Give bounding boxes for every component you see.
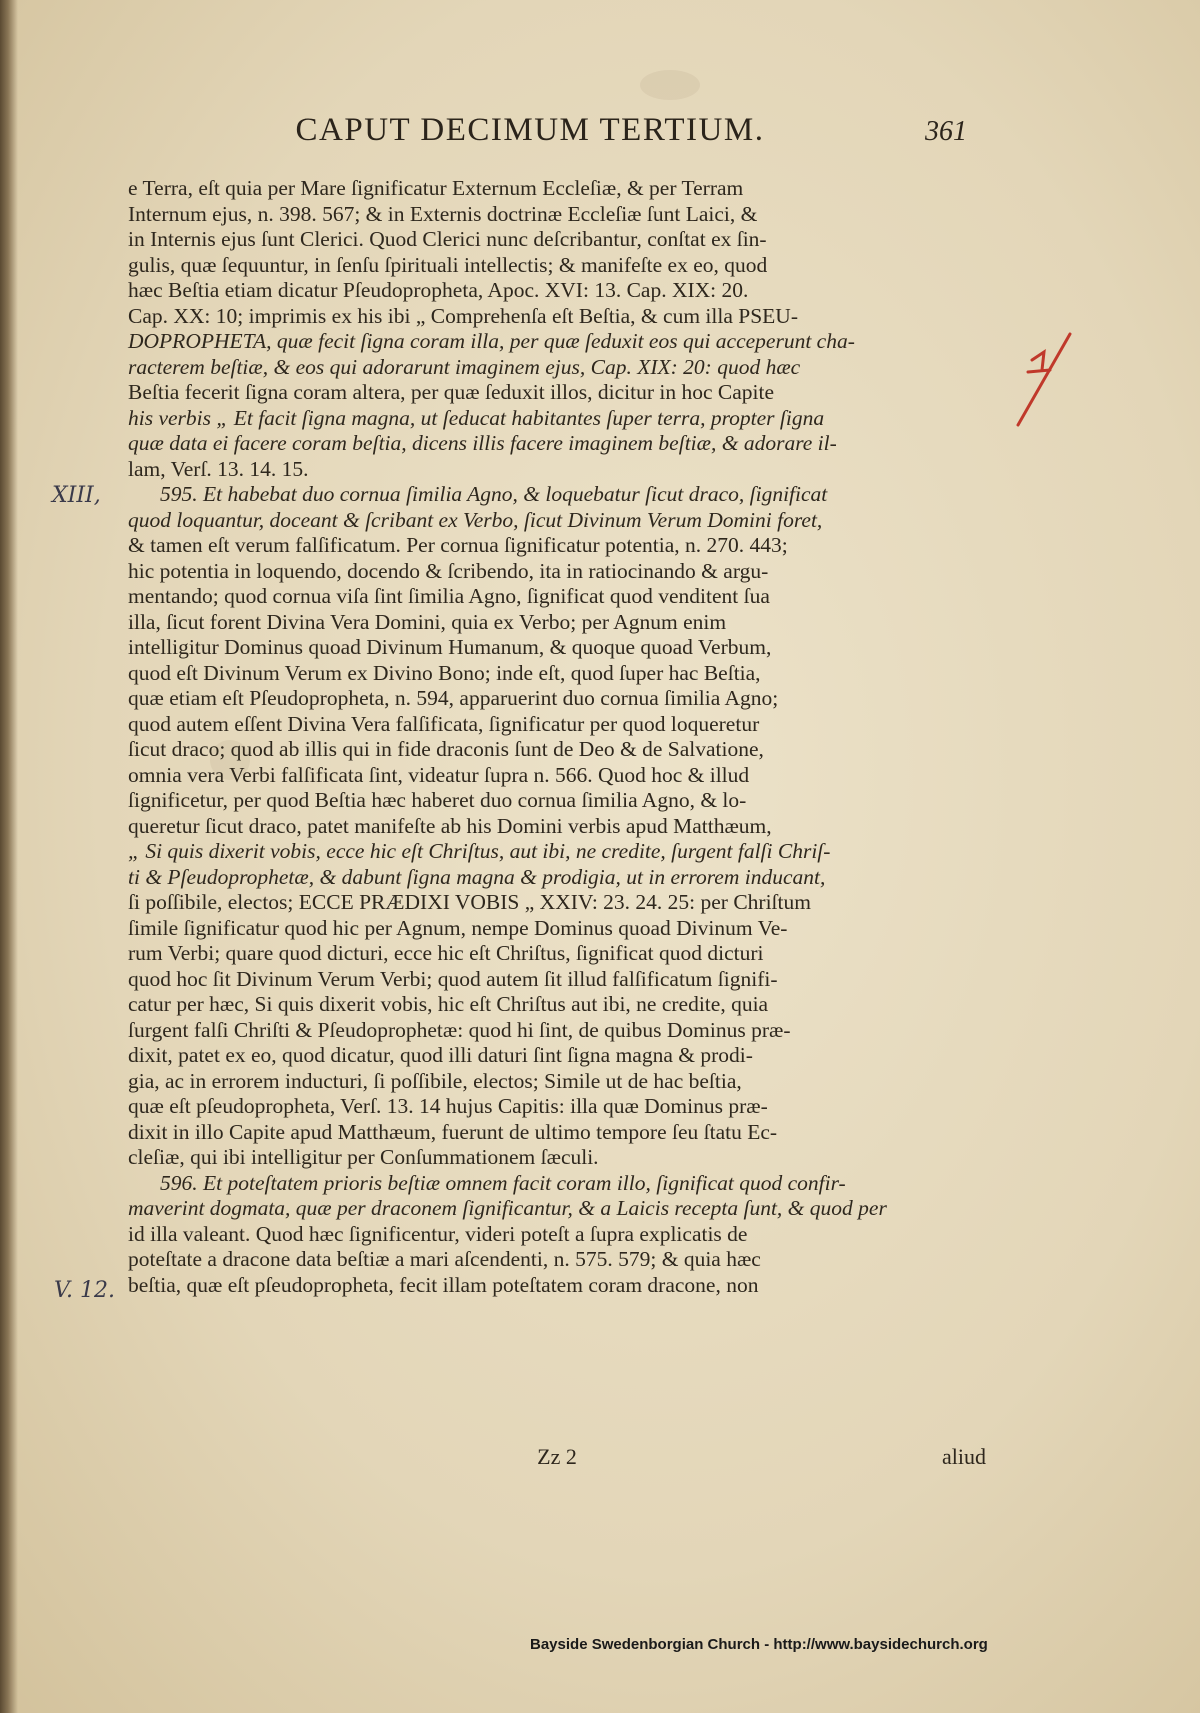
watermark-text: Bayside Swedenborgian Church - http://www.baysidechurch.org: [530, 1636, 988, 1653]
text-line: quæ eſt pſeudopropheta, Verſ. 13. 14 hujus Capitis: illa quæ Dominus præ-: [128, 1094, 768, 1118]
text-line: queretur ſicut draco, patet manifeſte ab his Domini verbis apud Matthæum,: [128, 813, 772, 838]
text-line: „ Si quis dixerit vobis, ecce hic eſt Chriſtus, aut ibi, ne credite, ſurgent falſi Chriſ-: [128, 839, 831, 863]
text-line: ſi poſſibile, electos; ECCE PRÆDIXI VOBIS „ XXIV: 23. 24. 25: per Chriſtum: [128, 890, 811, 914]
running-header: [0, 112, 1200, 162]
text-line: illa, ſicut forent Divina Vera Domini, quia ex Verbo; per Agnum enim: [128, 609, 727, 634]
text-line: mentando; quod cornua viſa ſint ſimilia Agno, ſignificat quod venditent ſua: [128, 584, 770, 608]
book-spine-shadow: [0, 0, 18, 1713]
margin-note-xiii: XIII,: [52, 483, 101, 508]
signature-mark: Zz 2: [537, 1444, 577, 1469]
page-stain: [640, 70, 700, 100]
text-line: quod eſt Divinum Verum ex Divino Bono; inde eſt, quod ſuper hac Beſtia,: [128, 660, 761, 685]
text-line: catur per hæc, Si quis dixerit vobis, hic eſt Chriſtus aut ibi, ne credite, quia: [128, 992, 769, 1016]
text-line: quod autem eſſent Divina Vera falſificata, ſignificatur per quod loqueretur: [128, 711, 760, 736]
margin-note-v12: V. 12.: [54, 1278, 116, 1303]
text-line: ſimile ſignificatur quod hic per Agnum, nempe Dominus quoad Divinum Ve-: [128, 915, 788, 940]
text-line: quæ data ei facere coram beſtia, dicens illis facere imaginem beſtiæ, & adorare il-: [128, 431, 837, 455]
text-line: in Internis ejus ſunt Clerici. Quod Clerici nunc deſcribantur, conſtat ex ſin-: [128, 227, 767, 251]
paragraph-595-start: 595. Et habebat duo cornua ſimilia Agno, & loquebatur ſicut draco, ſignificat: [160, 482, 828, 506]
text-line: Beſtia fecerit ſigna coram altera, per quæ ſeduxit illos, dicitur in hoc Capite: [128, 380, 774, 404]
text-line: quod hoc ſit Divinum Verum Verbi; quod autem ſit illud falſificatum ſignifi-: [128, 966, 778, 991]
text-line: ſicut draco; quod ab illis qui in fide draconis ſunt de Deo & de Salvatione,: [128, 737, 764, 761]
text-line: quod loquantur, doceant & ſcribant ex Verbo, ſicut Divinum Verum Domini foret,: [128, 507, 823, 532]
text-line: rum Verbi; quare quod dicturi, ecce hic eſt Chriſtus, ſignificat quod dicturi: [128, 941, 764, 965]
text-line: dixit in illo Capite apud Matthæum, fuerunt de ultimo tempore ſeu ſtatu Ec-: [128, 1119, 778, 1144]
text-line: cleſiæ, qui ibi intelligitur per Conſummationem ſæculi.: [128, 1145, 599, 1169]
text-line: intelligitur Dominus quoad Divinum Humanum, & quoque quoad Verbum,: [128, 635, 772, 659]
text-line: maverint dogmata, quæ per draconem ſignificantur, & a Laicis recepta ſunt, & quod per: [128, 1196, 887, 1220]
text-line: DOPROPHETA, quæ fecit ſigna coram illa, per quæ ſeduxit eos qui acceperunt cha-: [128, 329, 855, 353]
text-line: ſignificetur, per quod Beſtia hæc haberet duo cornua ſimilia Agno, & lo-: [128, 788, 747, 812]
text-line: poteſtate a dracone data beſtiæ a mari aſcendenti, n. 575. 579; & quia hæc: [128, 1247, 761, 1271]
body-text: [128, 176, 986, 1298]
text-line: his verbis „ Et facit ſigna magna, ut ſeducat habitantes ſuper terra, propter ſigna: [128, 405, 825, 430]
page-number: 361: [925, 116, 967, 147]
red-pencil-mark-icon: [1010, 330, 1080, 430]
page-footer: [128, 1444, 986, 1474]
text-line: hic potentia in loquendo, docendo & ſcribendo, ita in ratiocinando & argu-: [128, 558, 769, 583]
text-line: id illa valeant. Quod hæc ſignificentur, videri poteſt a ſupra explicatis de: [128, 1221, 748, 1246]
text-line: e Terra, eſt quia per Mare ſignificatur Externum Eccleſiæ, & per Terram: [128, 176, 744, 200]
text-line: ti & Pſeudoprophetæ, & dabunt ſigna magna & prodigia, ut in errorem inducant,: [128, 864, 826, 889]
text-line: Internum ejus, n. 398. 567; & in Externis doctrinæ Eccleſiæ ſunt Laici, &: [128, 201, 758, 226]
text-line: & tamen eſt verum falſificatum. Per cornua ſignificatur potentia, n. 270. 443;: [128, 533, 788, 557]
text-line: hæc Beſtia etiam dicatur Pſeudopropheta, Apoc. XVI: 13. Cap. XIX: 20.: [128, 278, 749, 302]
text-line: ſurgent falſi Chriſti & Pſeudoprophetæ: quod hi ſint, de quibus Dominus præ-: [128, 1017, 791, 1042]
text-line: racterem beſtiæ, & eos qui adorarunt imaginem ejus, Cap. XIX: 20: quod hæc: [128, 354, 801, 379]
text-line: beſtia, quæ eſt pſeudopropheta, fecit illam poteſtatem coram dracone, non: [128, 1272, 759, 1297]
chapter-title: CAPUT DECIMUM TERTIUM.: [295, 112, 765, 148]
paragraph-596-start: 596. Et poteſtatem prioris beſtiæ omnem facit coram illo, ſignificat quod confir-: [160, 1170, 846, 1195]
catchword: aliud: [942, 1444, 986, 1469]
text-line: gulis, quæ ſequuntur, in ſenſu ſpirituali intellectis; & manifeſte ex eo, quod: [128, 252, 768, 277]
text-line: omnia vera Verbi falſificata ſint, videatur ſupra n. 566. Quod hoc & illud: [128, 762, 750, 787]
text-line: gia, ac in errorem inducturi, ſi poſſibile, electos; Simile ut de hac beſtia,: [128, 1068, 742, 1093]
text-line: dixit, patet ex eo, quod dicatur, quod illi daturi ſint ſigna magna & prodi-: [128, 1043, 753, 1067]
text-line: quæ etiam eſt Pſeudopropheta, n. 594, apparuerint duo cornua ſimilia Agno;: [128, 686, 779, 710]
text-line: Cap. XX: 10; imprimis ex his ibi „ Comprehenſa eſt Beſtia, & cum illa PSEU-: [128, 303, 798, 328]
text-line: lam, Verſ. 13. 14. 15.: [128, 456, 309, 481]
